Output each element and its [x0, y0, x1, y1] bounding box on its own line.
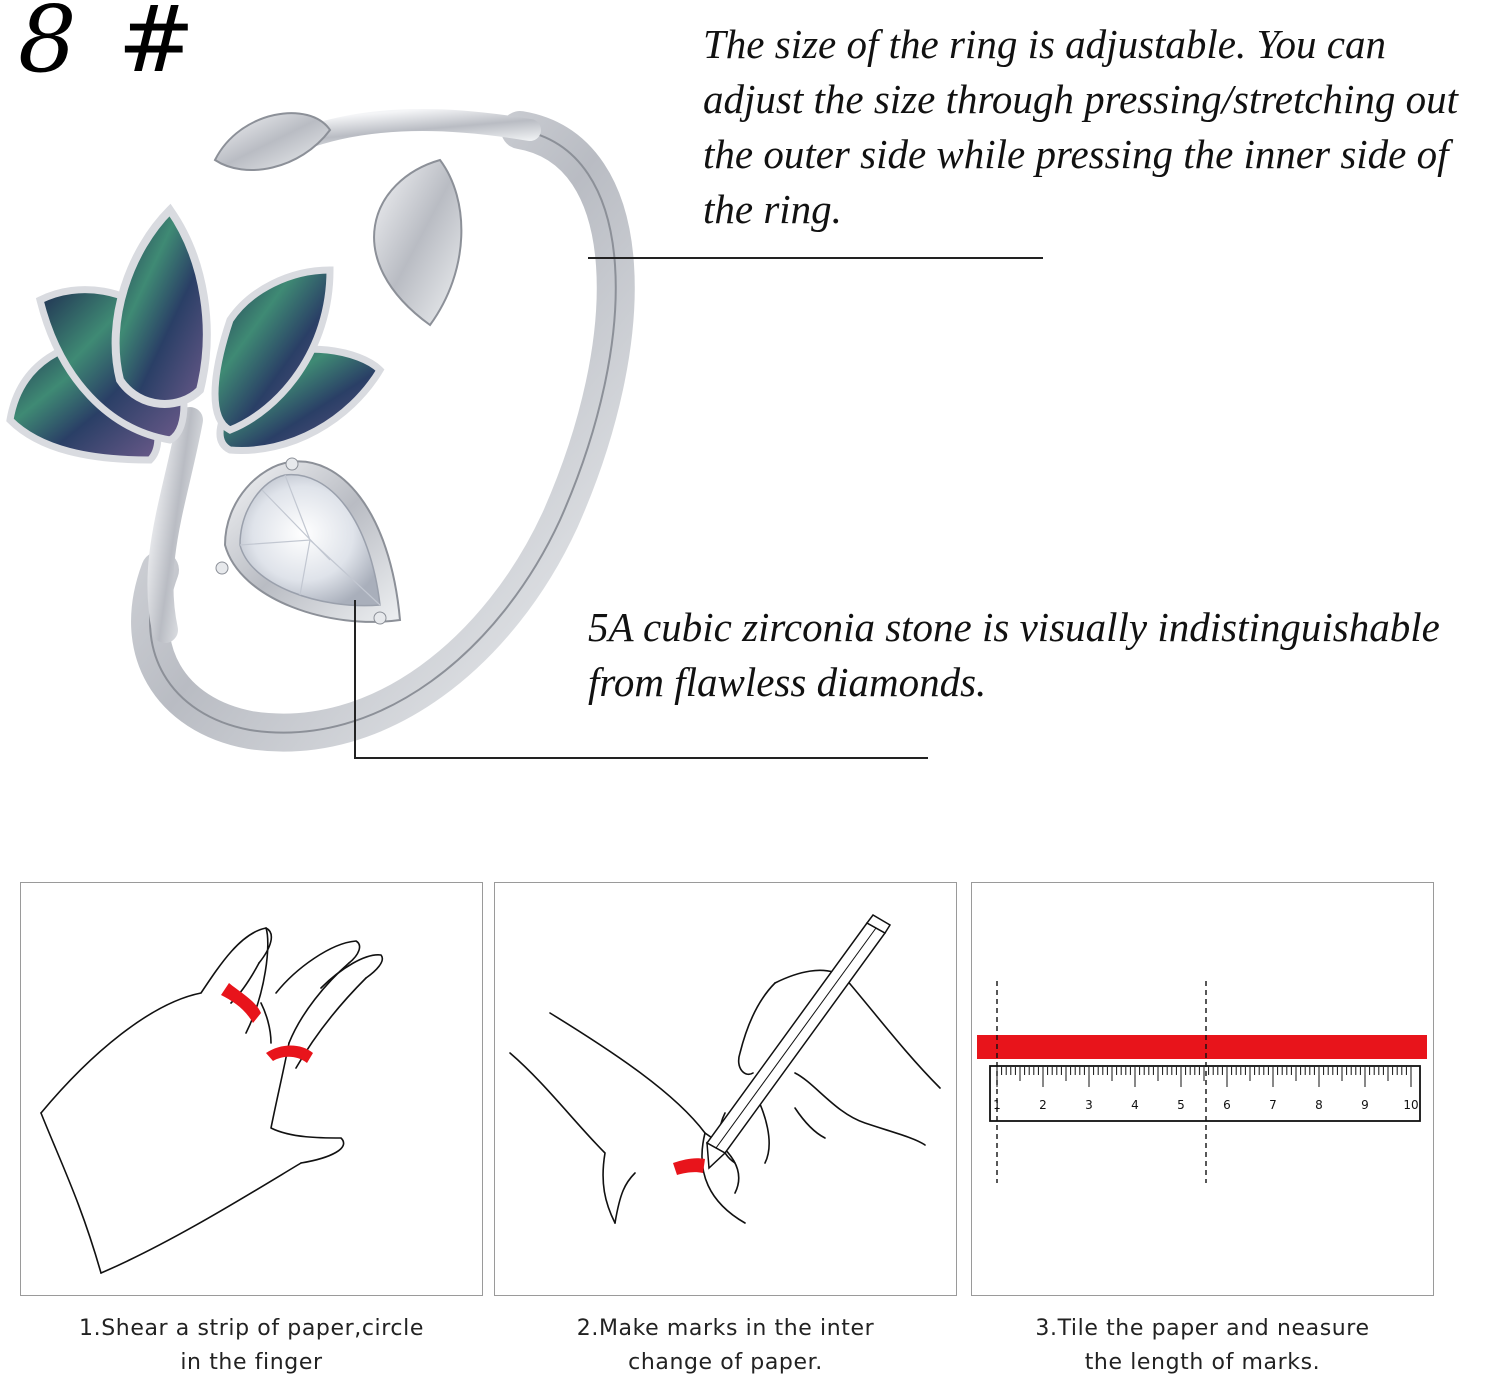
model-number: 8 #	[18, 0, 201, 93]
ruler-number: 6	[1223, 1098, 1231, 1112]
hand-with-paper-strip-icon	[21, 883, 481, 1293]
leaf-top	[215, 113, 330, 170]
step-1-panel	[20, 882, 483, 1296]
cubic-zirconia-stone	[216, 458, 400, 624]
hand-marking-paper-icon	[495, 883, 955, 1293]
ruler-number: 2	[1039, 1098, 1047, 1112]
step-1-caption	[20, 1312, 483, 1380]
ruler-number: 9	[1361, 1098, 1369, 1112]
ruler-number: 3	[1085, 1098, 1093, 1112]
step-2-caption-line-2: change of paper.	[628, 1350, 823, 1375]
step-1-caption-line-2: in the finger	[180, 1350, 323, 1375]
ruler-number: 4	[1131, 1098, 1139, 1112]
ruler-number: 7	[1269, 1098, 1277, 1112]
ruler-number: 8	[1315, 1098, 1323, 1112]
callout-stone-leader-vertical	[354, 600, 356, 758]
paper-strip	[977, 1035, 1427, 1059]
callout-adjustable-leader	[588, 257, 1043, 259]
leaf-side	[374, 160, 461, 325]
step-2-caption-line-1: 2.Make marks in the inter	[576, 1316, 875, 1341]
step-3-caption	[971, 1312, 1434, 1380]
callout-stone-leader-horizontal	[354, 757, 928, 759]
ruler-with-paper-strip	[972, 883, 1432, 1293]
ruler-number: 10	[1403, 1098, 1419, 1112]
callout-adjustable-text: The size of the ring is adjustable. You can adjust the size through pressing/stretching out the outer side while pressing the inner side of the ring.	[703, 21, 1459, 232]
pencil-icon	[707, 915, 890, 1168]
step-1-caption-line-1: 1.Shear a strip of paper,circle	[79, 1316, 424, 1341]
ruler-number: 1	[993, 1098, 1001, 1112]
step-3-caption-line-2: the length of marks.	[1084, 1350, 1321, 1375]
ruler-number: 5	[1177, 1098, 1185, 1112]
callout-stone-text: 5A cubic zirconia stone is visually indistinguishable from flawless diamonds.	[588, 604, 1440, 705]
step-2-caption	[494, 1312, 957, 1380]
ring-illustration	[0, 90, 660, 830]
step-3-panel	[971, 882, 1434, 1296]
step-2-panel	[494, 882, 957, 1296]
step-3-caption-line-1: 3.Tile the paper and neasure	[1035, 1316, 1370, 1341]
